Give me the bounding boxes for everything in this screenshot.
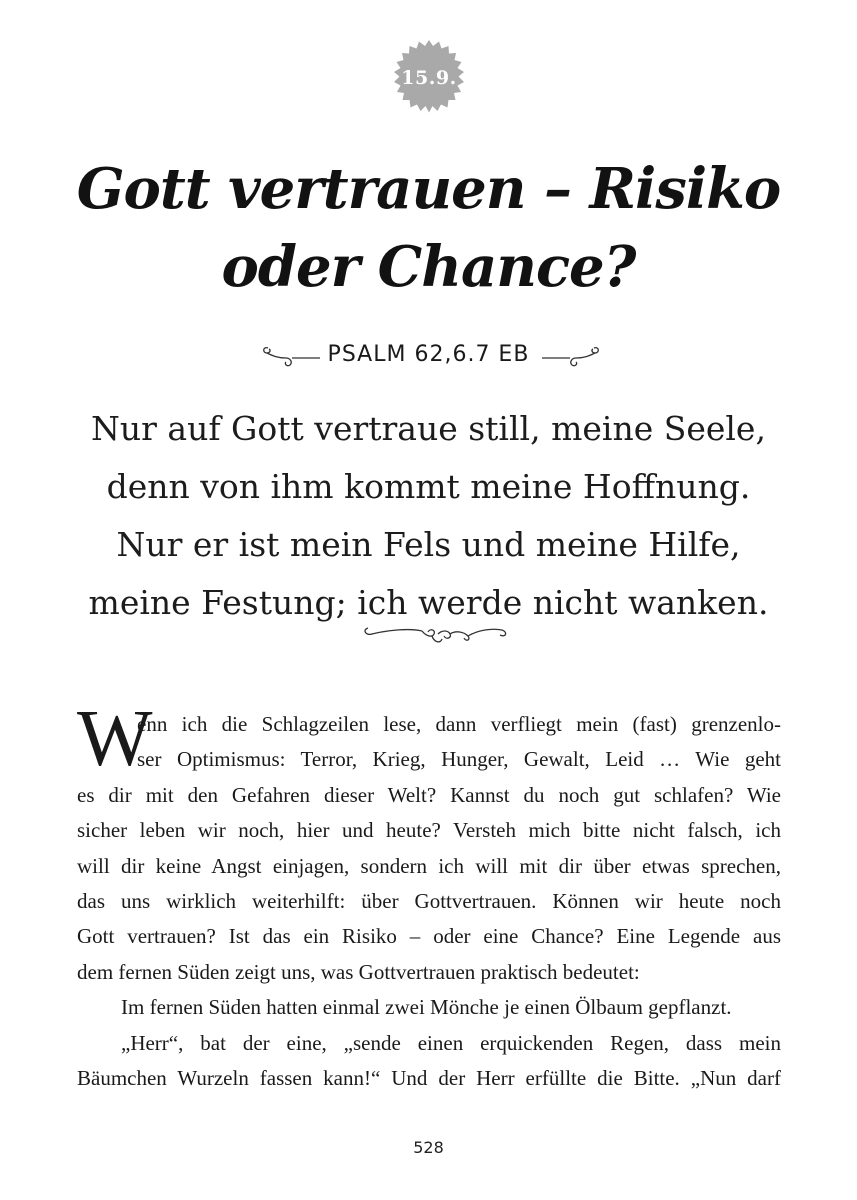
ornament-divider-icon [360,618,510,650]
body-line: ser Optimismus: Terror, Krieg, Hunger, Gewalt, Leid … Wie geht [137,747,781,772]
body-line: das uns wirklich weiterhilft: über Gottvertrauen. Können wir heute noch [77,889,781,914]
scripture-reference: PSALM 62,6.7 EB [327,342,530,367]
title-line-2: oder Chance? [221,234,636,300]
page-number: 528 [413,1138,444,1157]
page-title [40,150,817,306]
drop-cap: W [77,695,153,783]
scripture-reference-row [0,338,857,374]
body-text [77,707,781,1096]
body-line: Im fernen Süden hatten einmal zwei Mönche je einen Ölbaum gepflanzt. [121,995,732,1020]
body-line: will dir keine Angst einjagen, sondern ich will mit dir über etwas sprechen, [77,853,781,878]
psalm-verse [40,400,817,632]
body-line: sicher leben wir noch, hier und heute? Versteh mich bitte nicht falsch, ich [77,818,781,843]
body-line: enn ich die Schlagzeilen lese, dann verfliegt mein (fast) grenzenlo- [137,712,781,736]
title-line-1: Gott vertrauen – Risiko [76,156,781,222]
flourish-right-icon [540,340,602,370]
body-line: „Herr“, bat der eine, „sende einen erquickenden Regen, dass mein [121,1030,781,1055]
body-line: Gott vertrauen? Ist das ein Risiko – oder eine Chance? Eine Legende aus [77,924,781,949]
body-line: Bäumchen Wurzeln fassen kann!“ Und der Herr erfüllte die Bitte. „Nun darf [77,1066,781,1091]
chapter-badge [389,38,469,118]
chapter-number: 15.9. [401,67,457,89]
verse-line: meine Festung; ich werde nicht wanken. [88,583,769,622]
verse-line: denn von ihm kommt meine Hoffnung. [106,467,751,506]
body-line: es dir mit den Gefahren dieser Welt? Kannst du noch gut schlafen? Wie [77,782,781,807]
verse-line: Nur auf Gott vertraue still, meine Seele, [91,409,766,448]
verse-line: Nur er ist mein Fels und meine Hilfe, [116,525,741,564]
body-line: dem fernen Süden zeigt uns, was Gottvertrauen praktisch bedeutet: [77,959,640,984]
